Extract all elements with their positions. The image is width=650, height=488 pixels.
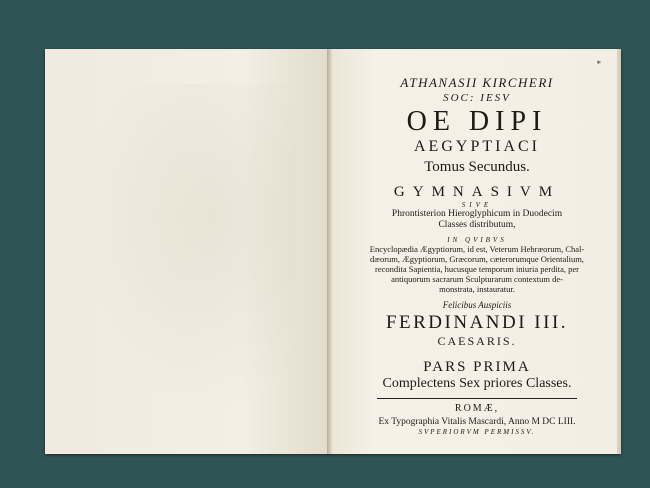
imprint-permission: SVPERIORVM PERMISSV.	[418, 428, 536, 436]
gymnasium-line: GYMNASIVM	[393, 184, 561, 200]
imprint-city: ROMÆ,	[454, 403, 500, 414]
dedicatee-title: CAESARIS.	[437, 334, 517, 348]
corner-mark: *	[596, 59, 601, 69]
in-quibus-line: IN QVIBVS	[447, 236, 507, 244]
imprint-printer: Ex Typographia Vitalis Mascardi, Anno M DC LIII.	[378, 417, 576, 427]
open-book	[45, 49, 621, 454]
description-line-1: Encyclopædia Ægyptiorum, id est, Veterum Hebræorum, Chal-	[369, 244, 585, 254]
description-line-4: antiquorum sacrarum Sculpturarum contextum de-	[391, 274, 563, 284]
dedicatee-name: FERDINANDI III.	[385, 312, 569, 333]
main-title: OE DIPI	[406, 106, 548, 137]
part-description: Complectens Sex priores Classes.	[382, 376, 572, 391]
auspicia-line: Felicibus Auspiciis	[442, 300, 512, 310]
left-blank-page	[45, 49, 327, 454]
description-line-3: recondita Sapientia, hucusque temporum iniuria perdita, per	[375, 264, 579, 274]
part-heading: PARS PRIMA	[423, 359, 531, 375]
phrontisterion-line-1: Phrontisterion Hieroglyphicum in Duodecim	[391, 209, 563, 219]
description-line-2: dæorum, Ægyptiorum, Græcorum, cæterorumque Orientalium,	[370, 254, 584, 264]
description-line-5: monstrata, instauratur.	[439, 284, 515, 294]
volume-line: Tomus Secundus.	[424, 159, 530, 175]
phrontisterion-line-2: Classes distributum,	[438, 220, 516, 230]
horizontal-rule	[377, 398, 577, 399]
title-page-text	[333, 75, 621, 436]
society-line: SOC: IESV	[443, 92, 511, 104]
sive-line: SIVE	[461, 201, 493, 209]
title-page	[333, 49, 621, 454]
author-line: ATHANASII KIRCHERI	[400, 75, 554, 90]
main-title-line2: AEGYPTIACI	[414, 138, 540, 155]
